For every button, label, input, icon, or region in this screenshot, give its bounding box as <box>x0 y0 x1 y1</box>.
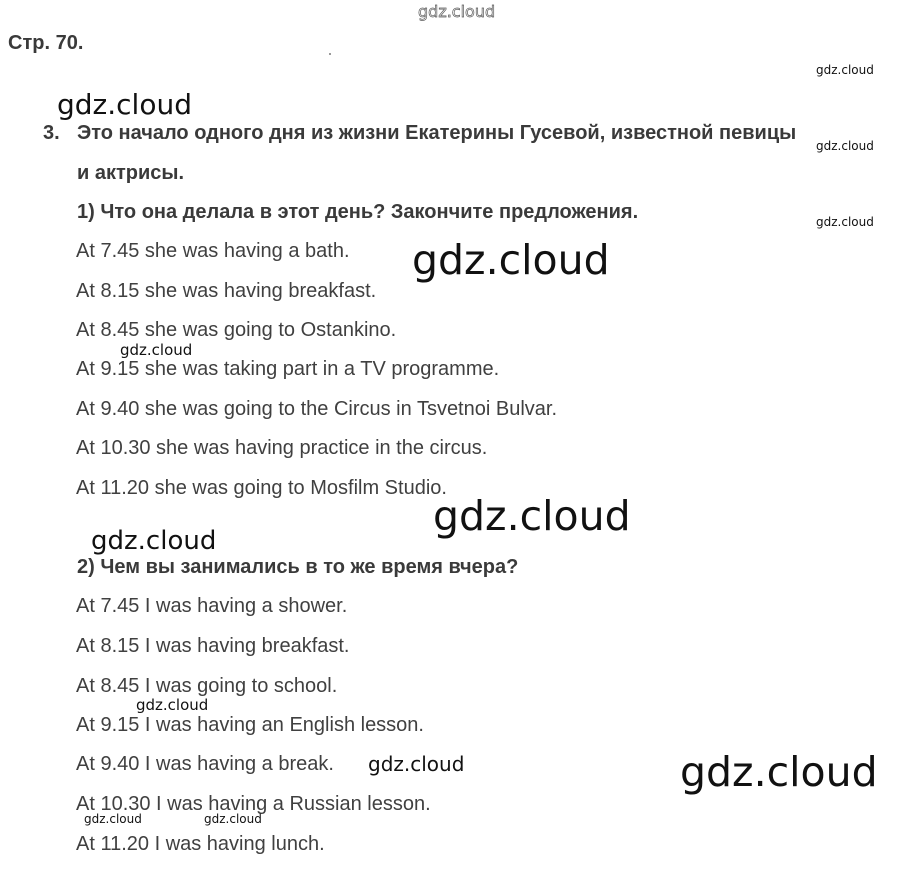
part2-answer: At 8.45 I was going to school. <box>76 675 338 697</box>
part2-answer: At 7.45 I was having a shower. <box>76 595 348 617</box>
part1-question: 1) Что она делала в этот день? Закончите предложения. <box>77 201 639 223</box>
part1-answer: At 9.40 she was going to the Circus in Tsvetnoi Bulvar. <box>76 398 558 420</box>
part2-question: 2) Чем вы занимались в то же время вчера? <box>77 556 519 578</box>
watermark: gdz.cloud <box>120 341 193 359</box>
watermark: gdz.cloud <box>91 526 217 556</box>
watermark: gdz.cloud <box>816 215 874 229</box>
part1-answer: At 7.45 she was having a bath. <box>76 240 350 262</box>
speck-mark <box>329 53 331 55</box>
watermark-top: gdz.cloud <box>418 2 496 21</box>
watermark: gdz.cloud <box>816 139 874 153</box>
part1-answer: At 10.30 she was having practice in the circus. <box>76 437 488 459</box>
part1-answer: At 11.20 she was going to Mosfilm Studio. <box>76 477 447 499</box>
watermark: gdz.cloud <box>368 752 465 776</box>
part2-answer: At 8.15 I was having breakfast. <box>76 635 350 657</box>
task-number: 3. <box>43 122 60 144</box>
watermark: gdz.cloud <box>433 492 631 540</box>
part2-answer: At 11.20 I was having lunch. <box>76 833 325 855</box>
page-reference: Стр. 70. <box>8 32 84 54</box>
task-prompt-line-2: и актрисы. <box>77 162 185 184</box>
part1-answer: At 9.15 she was taking part in a TV programme. <box>76 358 500 380</box>
watermark: gdz.cloud <box>680 748 878 796</box>
part2-answer: At 9.40 I was having a break. <box>76 753 334 775</box>
part2-answer: At 9.15 I was having an English lesson. <box>76 714 424 736</box>
part1-answer: At 8.45 she was going to Ostankino. <box>76 319 397 341</box>
watermark: gdz.cloud <box>412 236 610 284</box>
watermark: gdz.cloud <box>136 696 209 714</box>
watermark: gdz.cloud <box>84 812 142 826</box>
watermark: gdz.cloud <box>57 88 192 121</box>
watermark: gdz.cloud <box>816 63 874 77</box>
part1-answer: At 8.15 she was having breakfast. <box>76 280 377 302</box>
part2-answer: At 10.30 I was having a Russian lesson. <box>76 793 431 815</box>
watermark: gdz.cloud <box>204 812 262 826</box>
task-prompt-line-1: Это начало одного дня из жизни Екатерины Гусевой, известной певицы <box>77 122 797 144</box>
